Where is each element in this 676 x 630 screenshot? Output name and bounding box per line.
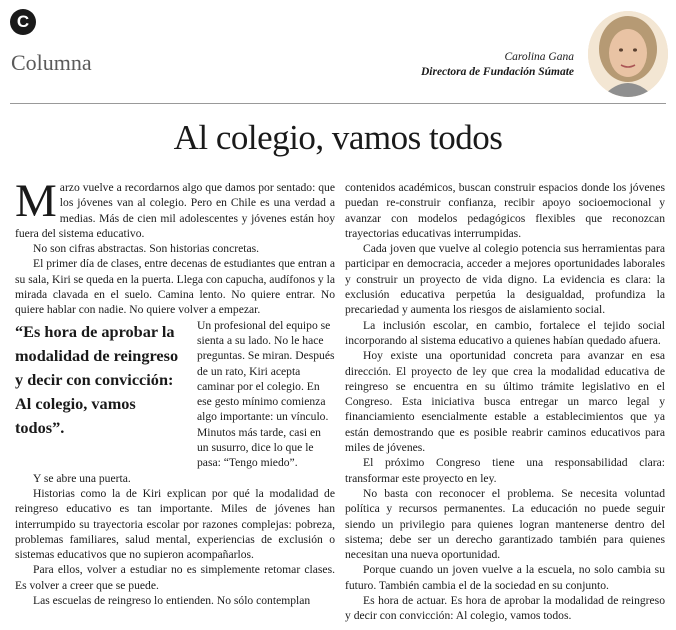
article-column-left	[15, 175, 335, 608]
author-byline	[421, 50, 574, 80]
quote-block	[15, 318, 335, 471]
paragraph	[15, 175, 335, 241]
section-label: Columna	[11, 50, 92, 75]
paragraph: contenidos académicos, buscan construir espacios donde los jóvenes puedan re-construir confianza, recibir apoyo socioemocional y avanzar con modelos pedagógicos flexibles que reconozcan trayectorias educativas interrumpidas.	[345, 181, 665, 240]
article-headline: Al colegio, vamos todos	[173, 118, 503, 157]
section-badge: C	[10, 9, 36, 35]
paragraph: No son cifras abstractas. Son historias concretas.	[33, 242, 260, 256]
paragraph: La inclusión escolar, en cambio, fortalece el tejido social incorporando al sistema educativo a quienes habían quedado afuera.	[345, 318, 665, 347]
paragraph: Y se abre una puerta.	[33, 471, 131, 485]
header-divider	[10, 103, 666, 104]
paragraph: Un profesional del equipo se sienta a su lado. No le hace preguntas. Se miran. Después de un rato, Kiri acepta caminar por el colegio. En ese gesto mínimo comienza algo importante: un vínculo. Minutos más tarde, casi en un susurro, dice lo que le pasa: “Tengo miedo”.	[197, 318, 335, 470]
author-name: Carolina Gana	[504, 51, 574, 63]
article-column-right	[345, 180, 665, 624]
paragraph: Es hora de actuar. Es hora de aprobar la modalidad de reingreso y decir con convicción: Al colegio, vamos todos.	[345, 594, 665, 623]
paragraph: El primer día de clases, entre decenas de estudiantes que entran a su sala, Kiri se queda en la puerta. Llega con capucha, audífonos y la mirada clavada en el suelo. Camina lento. No quiere entrar. No quiere hablar con nadie. No quiere volver a empezar.	[15, 257, 335, 317]
paragraph: No basta con reconocer el problema. Se necesita voluntad política y recursos permanentes. La educación no puede seguir siendo un privilegio para quienes logran mantenerse dentro del sistema; debe ser un derecho garantizado también para quienes necesitan una nueva oportunidad.	[345, 486, 665, 562]
paragraph: Las escuelas de reingreso lo entienden. No sólo contemplan	[33, 594, 311, 608]
paragraph: Cada joven que vuelve al colegio potencia sus herramientas para participar en democracia, acceder a mejores oportunidades laborales y construir un proyecto de vida digno. La evidencia es clara: la exclusión educativa perpetúa la desigualdad, profundiza la precariedad y aumenta los riesgos de aislamiento social.	[345, 242, 665, 317]
pull-quote: “Es hora de aprobar la modalidad de reingreso y decir con convicción: Al colegio, vamos todos”.	[15, 321, 179, 437]
paragraph: Para ellos, volver a estudiar no es simplemente retomar clases. Es volver a creer que se puede.	[15, 563, 335, 592]
paragraph: Porque cuando un joven vuelve a la escuela, no solo cambia su futuro. También cambia el de la sociedad en su conjunto.	[345, 563, 665, 592]
paragraph: El próximo Congreso tiene una responsabilidad clara: transformar este proyecto en ley.	[345, 456, 665, 485]
author-portrait-icon	[588, 11, 668, 97]
paragraph: Hoy existe una oportunidad concreta para avanzar en esa dirección. El proyecto de ley que crea la modalidad educativa de reingreso se encuentra en su último trámite legislativo en el Congreso. Esta iniciativa busca entregar un marco legal y financiamiento esencialmente estable a establecimientos que ya están demostrando que es posible reabrir caminos educativos para miles de jóvenes.	[345, 349, 665, 455]
paragraph-text: arzo vuelve a recordarnos algo que damos por sentado: que los jóvenes van al colegio. Pero en Chile es una verdad a medias. Más de cien mil adolescentes y jóvenes están hoy fuera del sistema educativo.	[15, 181, 335, 240]
author-photo	[588, 11, 668, 97]
paragraph: Historias como la de Kiri explican por qué la modalidad de reingreso educativo es tan importante. Miles de jóvenes han interrumpido su trayectoria escolar por razones complejas: pobreza, problemas familiares, salud mental, experiencias de exclusión o sistemas educativos que no supieron acompañarlos.	[15, 486, 335, 562]
author-role: Directora de Fundación Súmate	[420, 66, 574, 78]
drop-cap: M	[15, 175, 57, 227]
